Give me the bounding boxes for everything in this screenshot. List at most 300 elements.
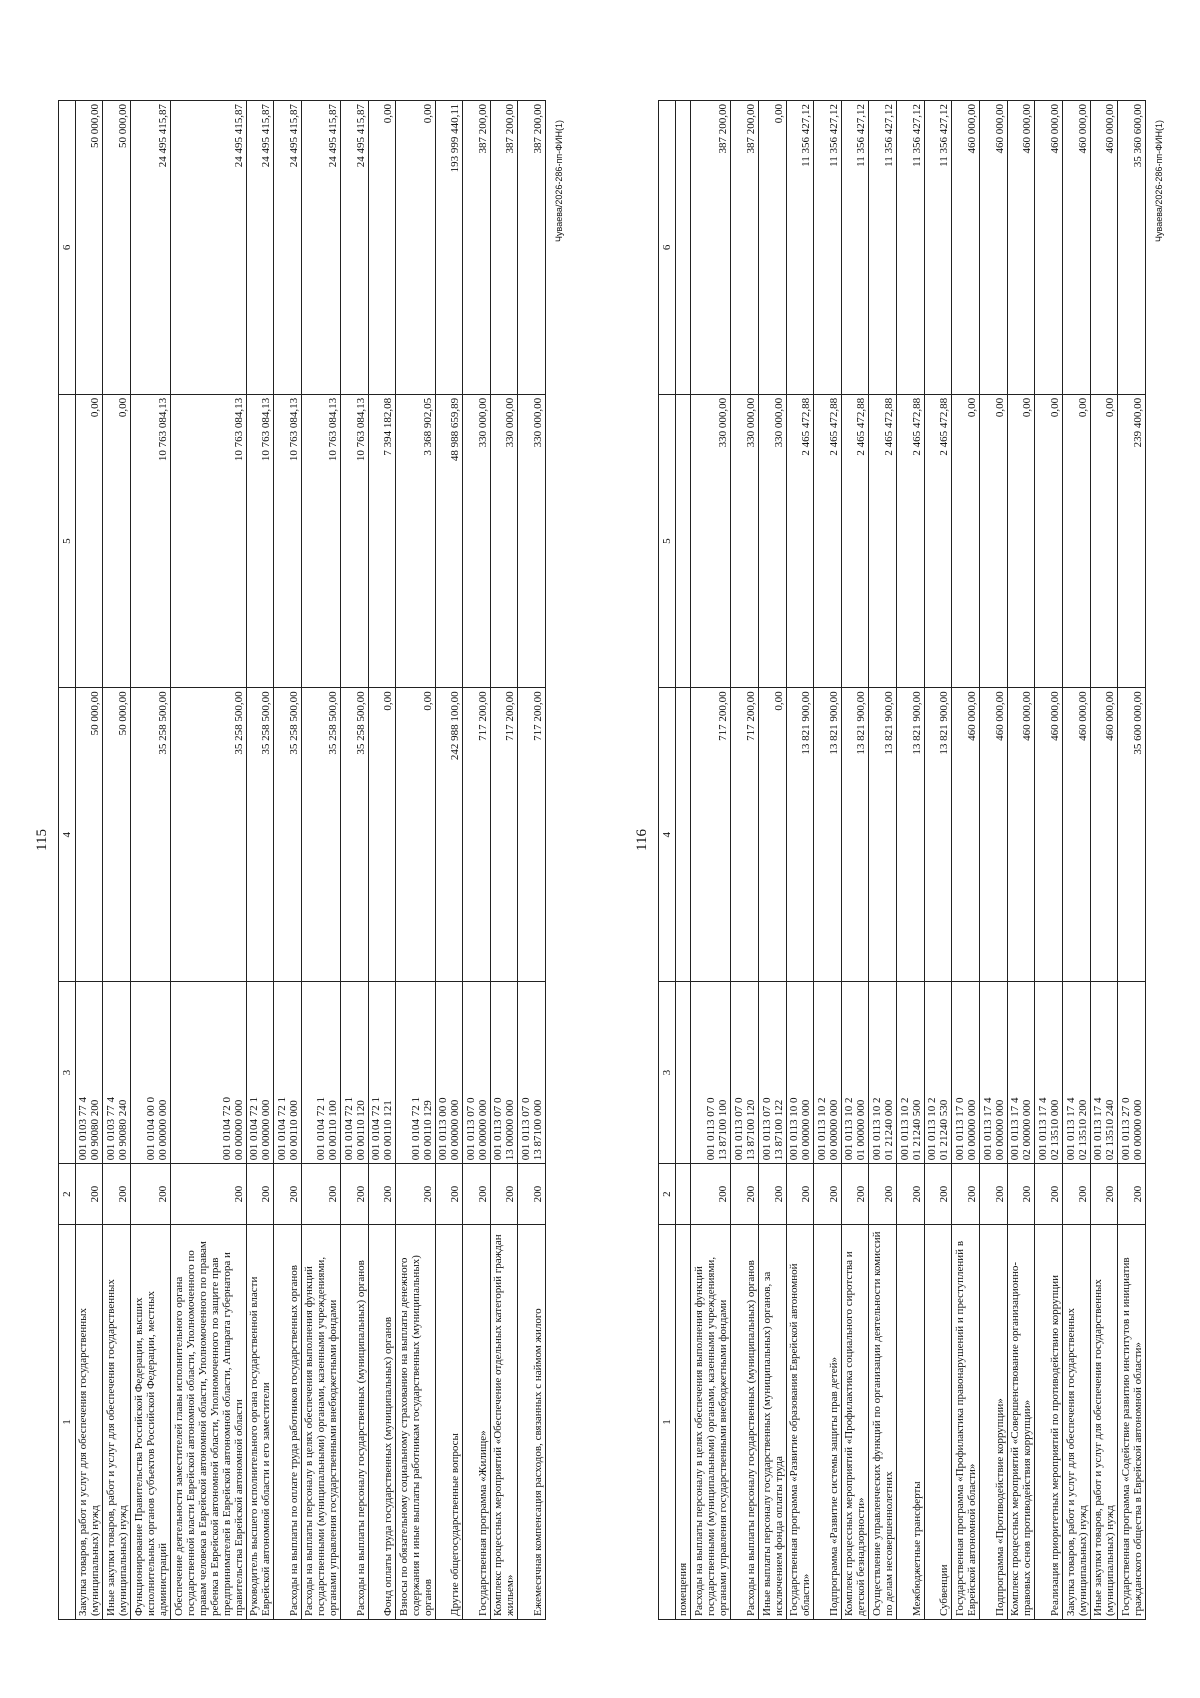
row-name-cell: Реализация приоритетных мероприятий по противодействию коррупции (1035, 1225, 1063, 1620)
table-row (341, 101, 368, 1620)
row-planned-cell: 717 200,00 (518, 688, 546, 982)
table-row (1007, 101, 1035, 1620)
table-header-row (659, 101, 676, 1620)
row-name-cell: Взносы по обязательному социальному страхованию на выплаты денежного содержания и иные выплаты работникам государственных (муниципальных) органов (396, 1225, 436, 1620)
row-code-cell (980, 982, 1008, 1164)
row-name-cell: Закупка товаров, работ и услуг для обеспечения государственных (муниципальных) нужд (1062, 1225, 1090, 1620)
row-code-cell (130, 982, 170, 1164)
row-grbs-cell: 200 (490, 1164, 517, 1225)
row-name-cell: Руководитель высшего исполнительного органа государственной власти Еврейской автономной области и его заместители (246, 1225, 273, 1620)
row-change-cell: 0,00 (1062, 394, 1090, 688)
row-total-cell: 387 200,00 (518, 101, 546, 395)
row-planned-cell: 13 821 900,00 (814, 688, 842, 982)
row-code-cell (436, 982, 463, 1164)
row-planned-cell: 717 200,00 (463, 688, 490, 982)
row-grbs-cell: 200 (758, 1164, 786, 1225)
code-line: 001 0113 27 0 (1120, 1097, 1132, 1161)
code-line: 001 0104 72 1 (248, 1097, 261, 1161)
row-grbs-cell: 200 (436, 1164, 463, 1225)
row-planned-cell: 13 821 900,00 (786, 688, 814, 982)
row-name-cell: Комплекс процессных мероприятий «Профилактика социального сиротства и детской безнадзорности» (841, 1225, 869, 1620)
code-line: 13 87100 000 (532, 1099, 544, 1161)
code-line: 001 0113 17 4 (1064, 1097, 1077, 1161)
row-total-cell: 50 000,00 (76, 101, 103, 395)
row-code-cell (341, 982, 368, 1164)
table-row (758, 101, 786, 1620)
table-row (1035, 101, 1063, 1620)
column-header: 1 (59, 1225, 76, 1620)
row-planned-cell: 13 821 900,00 (897, 688, 925, 982)
column-header: 4 (659, 688, 676, 982)
row-change-cell: 239 400,00 (1118, 394, 1146, 688)
table-row (490, 101, 517, 1620)
row-planned-cell: 717 200,00 (731, 688, 759, 982)
row-name-cell: помещения (676, 1225, 691, 1620)
row-code-cell (463, 982, 490, 1164)
code-line: 00 00000 000 (993, 1099, 1006, 1161)
row-planned-cell (676, 688, 691, 982)
row-planned-cell: 13 821 900,00 (841, 688, 869, 982)
row-total-cell: 0,00 (396, 101, 436, 395)
row-grbs-cell: 200 (368, 1164, 395, 1225)
code-line: 00 00000 000 (156, 1099, 169, 1161)
row-name-cell: Межбюджетные трансферты (897, 1225, 925, 1620)
table-row (897, 101, 925, 1620)
code-line: 00 00000 000 (476, 1099, 489, 1161)
row-grbs-cell: 200 (786, 1164, 814, 1225)
row-grbs-cell: 200 (980, 1164, 1008, 1225)
row-name-cell: Обеспечение деятельности заместителей главы исполнительного органа государственной власти Еврейской автономной области, Уполномоченного по правам человека в Еврейской автономной области, Уполномоченного по правам ребенка в Еврейской автономной области, Уполномоченного по защите прав предпринимателей в Еврейской автономной области, Аппарата губернатора и правительства Еврейской автономной области (170, 1225, 246, 1620)
code-line: 00 00110 100 (327, 1100, 340, 1161)
row-grbs-cell: 200 (952, 1164, 980, 1225)
code-line: 001 0113 10 2 (926, 1097, 939, 1161)
row-change-cell: 10 763 084,13 (170, 394, 246, 688)
code-line: 001 0113 07 0 (520, 1097, 532, 1161)
row-planned-cell: 35 258 500,00 (274, 688, 301, 982)
row-total-cell (676, 101, 691, 395)
row-total-cell: 11 356 427,12 (841, 101, 869, 395)
budget-table (658, 100, 1146, 1620)
code-line: 01 00000 000 (855, 1099, 868, 1161)
row-grbs-cell: 200 (130, 1164, 170, 1225)
code-line: 001 0113 10 2 (815, 1097, 828, 1161)
row-code-cell (518, 982, 546, 1164)
row-planned-cell: 717 200,00 (691, 688, 731, 982)
row-total-cell: 460 000,00 (1090, 101, 1118, 395)
row-change-cell: 7 394 182,08 (368, 394, 395, 688)
table-row (463, 101, 490, 1620)
code-line: 00 90080 200 (89, 1099, 102, 1161)
table-row (396, 101, 436, 1620)
row-name-cell: Государственная программа «Жилище» (463, 1225, 490, 1620)
table-row (76, 101, 103, 1620)
column-header: 5 (659, 394, 676, 688)
row-code-cell (246, 982, 273, 1164)
row-code-cell (676, 982, 691, 1164)
code-line: 001 0113 10 0 (788, 1097, 801, 1161)
row-grbs-cell: 200 (731, 1164, 759, 1225)
row-total-cell: 11 356 427,12 (869, 101, 897, 395)
row-name-cell: Государственная программа «Развитие образования Еврейской автономной области» (786, 1225, 814, 1620)
code-line: 00 00000 000 (966, 1099, 979, 1161)
row-code-cell (76, 982, 103, 1164)
code-line: 001 0104 72 1 (410, 1097, 423, 1161)
code-line: 001 0104 72 1 (342, 1097, 355, 1161)
row-code-cell (841, 982, 869, 1164)
table-row (1090, 101, 1118, 1620)
row-name-cell: Подпрограмма «Развитие системы защиты прав детей» (814, 1225, 842, 1620)
row-total-cell: 460 000,00 (952, 101, 980, 395)
code-line: 001 0113 10 2 (871, 1097, 884, 1161)
row-name-cell: Закупка товаров, работ и услуг для обеспечения государственных (муниципальных) нужд (76, 1225, 103, 1620)
row-planned-cell: 460 000,00 (1090, 688, 1118, 982)
row-code-cell (952, 982, 980, 1164)
code-line: 00 00110 120 (354, 1100, 367, 1161)
row-planned-cell: 13 821 900,00 (869, 688, 897, 982)
row-grbs-cell: 200 (897, 1164, 925, 1225)
row-grbs-cell: 200 (246, 1164, 273, 1225)
rotated-page-content (620, 60, 1180, 1620)
code-line: 001 0113 17 0 (954, 1097, 967, 1161)
row-code-cell (103, 982, 130, 1164)
row-total-cell: 11 356 427,12 (897, 101, 925, 395)
row-grbs-cell: 200 (518, 1164, 546, 1225)
row-planned-cell: 35 258 500,00 (301, 688, 341, 982)
row-planned-cell: 460 000,00 (1007, 688, 1035, 982)
row-grbs-cell: 200 (463, 1164, 490, 1225)
row-grbs-cell: 200 (301, 1164, 341, 1225)
row-grbs-cell: 200 (103, 1164, 130, 1225)
budget-table (58, 100, 546, 1620)
row-change-cell: 0,00 (952, 394, 980, 688)
code-line: 00 00000 000 (232, 1099, 245, 1161)
table-row (274, 101, 301, 1620)
row-change-cell: 330 000,00 (518, 394, 546, 688)
table-row (731, 101, 759, 1620)
table-row (103, 101, 130, 1620)
row-grbs-cell: 200 (341, 1164, 368, 1225)
code-line: 00 00110 000 (287, 1100, 300, 1161)
row-change-cell: 2 465 472,88 (814, 394, 842, 688)
row-change-cell: 330 000,00 (463, 394, 490, 688)
code-line: 001 0104 72 1 (275, 1097, 288, 1161)
row-name-cell: Осуществление управленческих функций по организации деятельности комиссий по делам несовершеннолетних (869, 1225, 897, 1620)
row-total-cell: 24 495 415,87 (130, 101, 170, 395)
code-line: 02 13510 000 (1048, 1099, 1061, 1161)
row-change-cell: 0,00 (76, 394, 103, 688)
row-grbs-cell (676, 1164, 691, 1225)
table-row (436, 101, 463, 1620)
row-code-cell (1118, 982, 1146, 1164)
row-code-cell (1090, 982, 1118, 1164)
row-code-cell (1062, 982, 1090, 1164)
row-name-cell: Фонд оплаты труда государственных (муниципальных) органов (368, 1225, 395, 1620)
code-line: 001 0113 07 0 (732, 1097, 745, 1161)
column-header: 6 (59, 101, 76, 395)
row-change-cell: 2 465 472,88 (786, 394, 814, 688)
code-line: 001 0104 72 1 (315, 1097, 328, 1161)
code-line: 02 13510 240 (1104, 1099, 1117, 1161)
code-line: 001 0103 77 4 (104, 1097, 117, 1161)
row-name-cell: Расходы на выплаты персоналу государственных (муниципальных) органов (731, 1225, 759, 1620)
row-planned-cell: 717 200,00 (490, 688, 517, 982)
table-row (1062, 101, 1090, 1620)
table-header-row (59, 101, 76, 1620)
row-planned-cell: 35 258 500,00 (341, 688, 368, 982)
row-name-cell: Расходы на выплаты персоналу в целях обеспечения выполнения функций государственными (муниципальными) органами, казенными учреждениями, органами управления государственными внебюджетными фондами (301, 1225, 341, 1620)
row-name-cell: Комплекс процессных мероприятий «Совершенствование организационно-правовых основ противодействия коррупции» (1007, 1225, 1035, 1620)
page-number: 116 (634, 829, 650, 851)
code-line: 001 0113 10 2 (843, 1097, 856, 1161)
table-row (518, 101, 546, 1620)
row-code-cell (368, 982, 395, 1164)
row-code-cell (731, 982, 759, 1164)
code-line: 001 0104 72 0 (220, 1097, 233, 1161)
code-line: 001 0113 07 0 (464, 1097, 477, 1161)
code-line: 13 00000 000 (504, 1099, 517, 1161)
row-total-cell: 35 360 600,00 (1118, 101, 1146, 395)
row-change-cell: 10 763 084,13 (274, 394, 301, 688)
row-name-cell: Функционирование Правительства Российской Федерации, высших исполнительных органов субъектов Российской Федерации, местных администраций (130, 1225, 170, 1620)
code-line: 001 0113 07 0 (760, 1097, 773, 1161)
row-total-cell: 460 000,00 (1035, 101, 1063, 395)
row-change-cell: 0,00 (1090, 394, 1118, 688)
row-grbs-cell: 200 (274, 1164, 301, 1225)
row-grbs-cell: 200 (691, 1164, 731, 1225)
code-line: 001 0103 77 4 (77, 1097, 90, 1161)
row-code-cell (490, 982, 517, 1164)
table-row (980, 101, 1008, 1620)
row-name-cell: Субвенции (924, 1225, 952, 1620)
row-total-cell: 193 999 440,11 (436, 101, 463, 395)
code-line: 00 00000 000 (449, 1099, 462, 1161)
row-name-cell: Комплекс процессных мероприятий «Обеспечение отдельных категорий граждан жильем» (490, 1225, 517, 1620)
column-header: 4 (59, 688, 76, 982)
row-name-cell: Государственная программа «Профилактика правонарушений и преступлений в Еврейской автономной области» (952, 1225, 980, 1620)
row-planned-cell: 242 988 100,00 (436, 688, 463, 982)
row-planned-cell: 50 000,00 (76, 688, 103, 982)
code-line: 13 87100 122 (772, 1099, 785, 1161)
row-name-cell: Государственная программа «Содействие развитию институтов и инициатив гражданского общества в Еврейской автономной области» (1118, 1225, 1146, 1620)
row-grbs-cell: 200 (76, 1164, 103, 1225)
row-grbs-cell: 200 (1007, 1164, 1035, 1225)
row-grbs-cell: 200 (396, 1164, 436, 1225)
row-planned-cell: 460 000,00 (1035, 688, 1063, 982)
table-row (1118, 101, 1146, 1620)
row-grbs-cell: 200 (924, 1164, 952, 1225)
row-total-cell: 387 200,00 (463, 101, 490, 395)
table-row (814, 101, 842, 1620)
code-line: 00 90080 240 (116, 1099, 129, 1161)
row-total-cell: 50 000,00 (103, 101, 130, 395)
table-row (246, 101, 273, 1620)
row-grbs-cell: 200 (1090, 1164, 1118, 1225)
code-line: 13 87100 120 (744, 1099, 757, 1161)
code-line: 01 21240 000 (883, 1099, 896, 1161)
row-code-cell (691, 982, 731, 1164)
code-line: 001 0113 17 4 (1092, 1097, 1105, 1161)
row-change-cell: 2 465 472,88 (897, 394, 925, 688)
row-total-cell: 24 495 415,87 (341, 101, 368, 395)
column-header: 3 (59, 982, 76, 1164)
row-code-cell (1035, 982, 1063, 1164)
document-footer: Чуваева/2026-286-пп-ФИН(1) (554, 120, 564, 242)
column-header: 3 (659, 982, 676, 1164)
row-code-cell (301, 982, 341, 1164)
row-planned-cell: 0,00 (758, 688, 786, 982)
row-total-cell: 460 000,00 (980, 101, 1008, 395)
row-change-cell: 3 368 902,05 (396, 394, 436, 688)
row-total-cell: 24 495 415,87 (246, 101, 273, 395)
row-name-cell: Иные закупки товаров, работ и услуг для обеспечения государственных (муниципальных) нужд (103, 1225, 130, 1620)
table-row (841, 101, 869, 1620)
table-row (170, 101, 246, 1620)
row-change-cell: 2 465 472,88 (869, 394, 897, 688)
code-line: 02 00000 000 (1021, 1099, 1034, 1161)
row-planned-cell: 0,00 (368, 688, 395, 982)
code-line: 001 0113 17 4 (1036, 1097, 1049, 1161)
row-total-cell: 460 000,00 (1062, 101, 1090, 395)
row-total-cell: 24 495 415,87 (301, 101, 341, 395)
row-change-cell (676, 394, 691, 688)
row-code-cell (758, 982, 786, 1164)
table-row (869, 101, 897, 1620)
row-planned-cell: 460 000,00 (952, 688, 980, 982)
row-change-cell: 48 988 659,89 (436, 394, 463, 688)
table-row (676, 101, 691, 1620)
row-planned-cell: 50 000,00 (103, 688, 130, 982)
document-page-116 (600, 0, 1200, 1698)
table-row (924, 101, 952, 1620)
code-line: 00 00000 000 (800, 1099, 813, 1161)
column-header: 6 (659, 101, 676, 395)
table-row (130, 101, 170, 1620)
row-total-cell: 387 200,00 (490, 101, 517, 395)
row-total-cell: 460 000,00 (1007, 101, 1035, 395)
row-grbs-cell: 200 (1035, 1164, 1063, 1225)
row-name-cell: Расходы на выплаты персоналу государственных (муниципальных) органов (341, 1225, 368, 1620)
row-grbs-cell: 200 (170, 1164, 246, 1225)
row-grbs-cell: 200 (814, 1164, 842, 1225)
code-line: 001 0113 10 2 (898, 1097, 911, 1161)
code-line: 001 0113 17 4 (1009, 1097, 1022, 1161)
row-change-cell: 2 465 472,88 (924, 394, 952, 688)
table-row (952, 101, 980, 1620)
code-line: 00 00000 000 (260, 1099, 273, 1161)
code-line: 00 00000 000 (827, 1099, 840, 1161)
row-name-cell: Подпрограмма «Противодействие коррупции» (980, 1225, 1008, 1620)
row-name-cell: Другие общегосударственные вопросы (436, 1225, 463, 1620)
row-code-cell (786, 982, 814, 1164)
row-total-cell: 0,00 (758, 101, 786, 395)
row-change-cell: 10 763 084,13 (246, 394, 273, 688)
row-change-cell: 0,00 (103, 394, 130, 688)
row-total-cell: 11 356 427,12 (786, 101, 814, 395)
document-footer: Чуваева/2026-286-пп-ФИН(1) (1154, 120, 1164, 242)
code-line: 001 0104 72 1 (370, 1097, 383, 1161)
column-header: 1 (659, 1225, 676, 1620)
column-header: 5 (59, 394, 76, 688)
page-number: 115 (34, 829, 50, 851)
row-code-cell (814, 982, 842, 1164)
row-code-cell (274, 982, 301, 1164)
row-change-cell: 10 763 084,13 (301, 394, 341, 688)
row-name-cell: Ежемесячная компенсация расходов, связанных с наймом жилого (518, 1225, 546, 1620)
table-row (368, 101, 395, 1620)
row-name-cell: Иные выплаты персоналу государственных (муниципальных) органов, за исключением фонда оплаты труда (758, 1225, 786, 1620)
code-line: 001 0113 00 0 (437, 1097, 450, 1161)
row-change-cell: 330 000,00 (490, 394, 517, 688)
code-line: 01 21240 530 (938, 1099, 951, 1161)
row-total-cell: 387 200,00 (691, 101, 731, 395)
row-total-cell: 11 356 427,12 (814, 101, 842, 395)
row-code-cell (869, 982, 897, 1164)
code-line: 01 21240 500 (910, 1099, 923, 1161)
row-planned-cell: 35 600 000,00 (1118, 688, 1146, 982)
row-change-cell: 0,00 (1007, 394, 1035, 688)
code-line: 00 00110 121 (382, 1100, 395, 1161)
code-line: 13 87100 100 (717, 1099, 730, 1161)
row-change-cell: 330 000,00 (691, 394, 731, 688)
code-line: 00 00110 129 (422, 1100, 435, 1161)
code-line: 02 13510 200 (1076, 1099, 1089, 1161)
row-code-cell (170, 982, 246, 1164)
row-code-cell (1007, 982, 1035, 1164)
row-change-cell: 330 000,00 (731, 394, 759, 688)
row-planned-cell: 13 821 900,00 (924, 688, 952, 982)
row-code-cell (396, 982, 436, 1164)
row-change-cell: 330 000,00 (758, 394, 786, 688)
table-row (786, 101, 814, 1620)
row-planned-cell: 35 258 500,00 (246, 688, 273, 982)
row-grbs-cell: 200 (841, 1164, 869, 1225)
row-name-cell: Иные закупки товаров, работ и услуг для обеспечения государственных (муниципальных) нужд (1090, 1225, 1118, 1620)
row-planned-cell: 460 000,00 (1062, 688, 1090, 982)
row-total-cell: 0,00 (368, 101, 395, 395)
row-planned-cell: 35 258 500,00 (170, 688, 246, 982)
row-change-cell: 0,00 (1035, 394, 1063, 688)
row-name-cell: Расходы на выплаты по оплате труда работников государственных органов (274, 1225, 301, 1620)
row-code-cell (924, 982, 952, 1164)
row-change-cell: 2 465 472,88 (841, 394, 869, 688)
code-line: 00 00000 000 (1132, 1099, 1144, 1161)
code-line: 001 0104 00 0 (144, 1097, 157, 1161)
row-change-cell: 10 763 084,13 (341, 394, 368, 688)
row-change-cell: 0,00 (980, 394, 1008, 688)
row-grbs-cell: 200 (1062, 1164, 1090, 1225)
row-name-cell: Расходы на выплаты персоналу в целях обеспечения выполнения функций государственными (муниципальными) органами, казенными учреждениями, органами управления государственными внебюджетными фондами (691, 1225, 731, 1620)
table-row (301, 101, 341, 1620)
code-line: 001 0113 07 0 (705, 1097, 718, 1161)
row-planned-cell: 0,00 (396, 688, 436, 982)
column-header: 2 (659, 1164, 676, 1225)
table-row (691, 101, 731, 1620)
row-grbs-cell: 200 (1118, 1164, 1146, 1225)
row-total-cell: 11 356 427,12 (924, 101, 952, 395)
column-header: 2 (59, 1164, 76, 1225)
row-change-cell: 10 763 084,13 (130, 394, 170, 688)
row-total-cell: 24 495 415,87 (170, 101, 246, 395)
row-code-cell (897, 982, 925, 1164)
rotated-page-content (20, 60, 580, 1620)
row-grbs-cell: 200 (869, 1164, 897, 1225)
code-line: 001 0113 07 0 (492, 1097, 505, 1161)
row-planned-cell: 35 258 500,00 (130, 688, 170, 982)
code-line: 001 0113 17 4 (981, 1097, 994, 1161)
row-total-cell: 24 495 415,87 (274, 101, 301, 395)
row-planned-cell: 460 000,00 (980, 688, 1008, 982)
row-total-cell: 387 200,00 (731, 101, 759, 395)
